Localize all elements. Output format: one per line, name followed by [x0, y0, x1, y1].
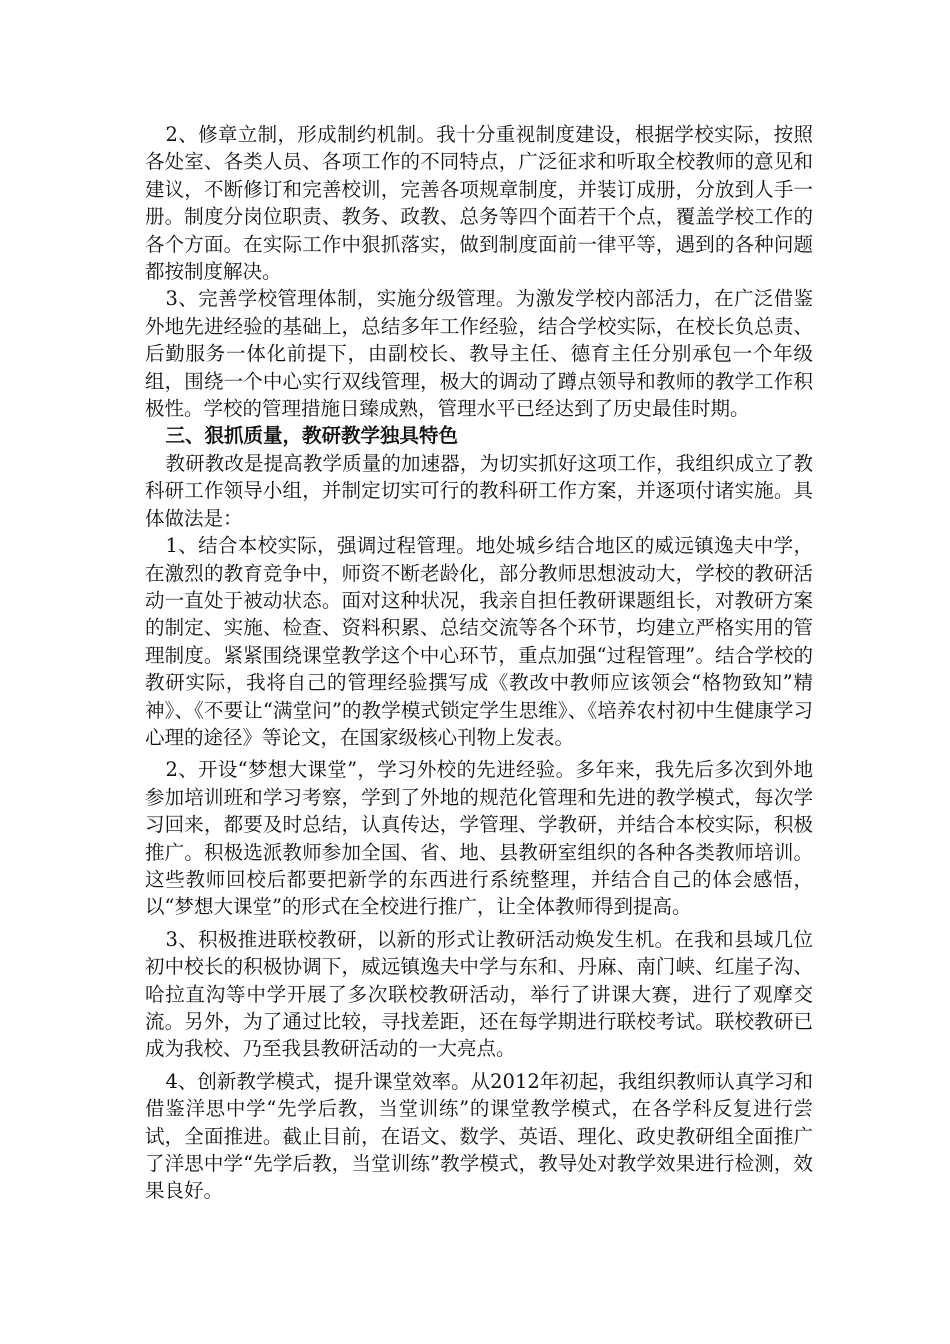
paragraph-dream-classroom: 2、开设“梦想大课堂”，学习外校的先进经验。多年来，我先后多次到外地参加培训班和学习考察，学到了外地的规范化管理和先进的教学模式，每次学习回来，都要及时总结，认真传达，学管理、学教研，并结合本校实际，积极推广。积极选派教师参加全国、省、地、县教研室组织的各种各类教师培训。这些教师回校后都要把新学的东西进行系统整理，并结合自己的体会感悟，以“梦想大课堂”的形式在全校进行推广，让全体教师得到提高。	[145, 758, 813, 919]
section-heading-quality: 三、狠抓质量，教研教学独具特色	[165, 424, 458, 448]
paragraph-process-management: 1、结合本校实际，强调过程管理。地处城乡结合地区的威远镇逸夫中学，在激烈的教育竞争中，师资不断老龄化，部分教师思想波动大，学校的教研活动一直处于被动状态。面对这种状况，我亲自担任教研课题组长，对教研方案的制定、实施、检查、资料积累、总结交流等各个环节，均建立严格实用的管理制度。紧紧围绕课堂教学这个中心环节，重点加强“过程管理”。结合学校的教研实际，我将自己的管理经验撰写成《教改中教师应该领会“格物致知”精神》、《不要让“满堂问”的教学模式锁定学生思维》、《培养农村初中生健康学习心理的途径》等论文，在国家级核心刊物上发表。	[145, 534, 813, 749]
paragraph-regulations: 2、修章立制，形成制约机制。我十分重视制度建设，根据学校实际，按照各处室、各类人员、各项工作的不同特点，广泛征求和听取全校教师的意见和建议，不断修订和完善校训，完善各项规章制度，并装订成册，分放到人手一册。制度分岗位职责、教务、政教、总务等四个面若干个点，覆盖学校工作的各个方面。在实际工作中狠抓落实，做到制度面前一律平等，遇到的各种问题都按制度解决。	[145, 123, 813, 284]
paragraph-research-intro: 教研教改是提高教学质量的加速器，为切实抓好这项工作，我组织成立了教科研工作领导小组，并制定切实可行的教科研工作方案，并逐项付诸实施。具体做法是：	[145, 451, 813, 530]
paragraph-teaching-model: 4、创新教学模式，提升课堂效率。从2012年初起，我组织教师认真学习和借鉴洋思中学“先学后教，当堂训练”的课堂教学模式，在各学科反复进行尝试，全面推进。截止目前，在语文、数学、英语、理化、政史教研组全面推广了洋思中学“先学后教，当堂训练”教学模式，教导处对教学效果进行检测，效果良好。	[145, 1069, 813, 1203]
paragraph-joint-research: 3、积极推进联校教研，以新的形式让教研活动焕发生机。在我和县域几位初中校长的积极协调下，威远镇逸夫中学与东和、丹麻、南门峡、红崖子沟、哈拉直沟等中学开展了多次联校教研活动，举行了讲课大赛，进行了观摩交流。另外，为了通过比较，寻找差距，还在每学期进行联校考试。联校教研已成为我校、乃至我县教研活动的一大亮点。	[145, 927, 813, 1061]
document-page	[145, 121, 813, 1205]
paragraph-management-system: 3、完善学校管理体制，实施分级管理。为激发学校内部活力，在广泛借鉴外地先进经验的基础上，总结多年工作经验，结合学校实际，在校长负总责、后勤服务一体化前提下，由副校长、教导主任、德育主任分别承包一个年级组，围绕一个中心实行双线管理，极大的调动了蹲点领导和教师的教学工作积极性。学校的管理措施日臻成熟，管理水平已经达到了历史最佳时期。	[145, 287, 813, 421]
